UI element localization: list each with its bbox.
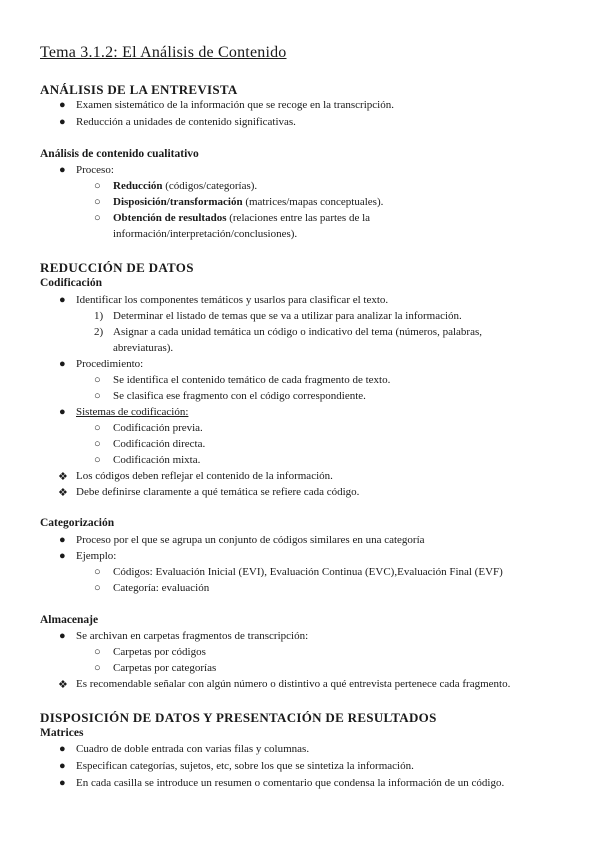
list-item: Sistemas de codificación: (76, 406, 189, 418)
list-item: Codificación mixta. (113, 454, 201, 466)
list-item: Códigos: Evaluación Inicial (EVI), Evaluación Continua (EVC),Evaluación Final (EVF) (113, 566, 503, 578)
circle-bullet-icon: ○ (94, 180, 101, 192)
circle-bullet-icon: ○ (94, 374, 101, 386)
diamond-bullet-icon: ❖ (58, 679, 68, 691)
list-item-continuation: información/interpretación/conclusiones). (113, 228, 298, 240)
circle-bullet-icon: ○ (94, 646, 101, 658)
note-item: Es recomendable señalar con algún número o distintivo a qué entrevista pertenece cada fragmento. (76, 678, 511, 690)
bullet-icon: ● (59, 358, 66, 370)
circle-bullet-icon: ○ (94, 196, 101, 208)
list-item: En cada casilla se introduce un resumen o comentario que condensa la información de un código. (76, 777, 505, 789)
numbered-item: Determinar el listado de temas que se va a utilizar para analizar la información. (113, 310, 462, 322)
bullet-icon: ● (59, 99, 66, 111)
bullet-icon: ● (59, 164, 66, 176)
bullet-icon: ● (59, 550, 66, 562)
list-item: Cuadro de doble entrada con varias filas y columnas. (76, 743, 310, 755)
subsection-heading-almacenaje: Almacenaje (40, 614, 99, 626)
section-heading-reduccion: REDUCCIÓN DE DATOS (40, 260, 194, 275)
list-item: Categoría: evaluación (113, 582, 210, 594)
list-item: Se archivan en carpetas fragmentos de transcripción: (76, 630, 309, 642)
circle-bullet-icon: ○ (94, 662, 101, 674)
list-item: Examen sistemático de la información que se recoge en la transcripción. (76, 99, 394, 111)
bullet-icon: ● (59, 743, 66, 755)
numbered-marker: 2) (94, 326, 104, 338)
bullet-icon: ● (59, 294, 66, 306)
bullet-icon: ● (59, 406, 66, 418)
section-heading-entrevista: ANÁLISIS DE LA ENTREVISTA (40, 82, 238, 97)
bullet-icon: ● (59, 534, 66, 546)
bullet-icon: ● (59, 777, 66, 789)
note-item: Debe definirse claramente a qué temática se refiere cada código. (76, 486, 360, 498)
list-item: Reducción (códigos/categorías). (113, 180, 258, 192)
circle-bullet-icon: ○ (94, 422, 101, 434)
subsection-heading-cualitativo: Análisis de contenido cualitativo (40, 148, 199, 160)
bullet-icon: ● (59, 116, 66, 128)
circle-bullet-icon: ○ (94, 566, 101, 578)
numbered-item: Asignar a cada unidad temática un código o indicativo del tema (números, palabras, (113, 326, 482, 338)
circle-bullet-icon: ○ (94, 212, 101, 224)
list-item: Identificar los componentes temáticos y usarlos para clasificar el texto. (76, 294, 389, 306)
list-item: Especifican categorías, sujetos, etc, sobre los que se sintetiza la información. (76, 760, 414, 772)
list-item: Carpetas por códigos (113, 646, 206, 658)
numbered-item-continuation: abreviaturas). (113, 342, 174, 354)
list-item: Proceso por el que se agrupa un conjunto de códigos similares en una categoría (76, 534, 425, 546)
list-item: Codificación previa. (113, 422, 203, 434)
circle-bullet-icon: ○ (94, 582, 101, 594)
bullet-icon: ● (59, 760, 66, 772)
list-item: Carpetas por categorías (113, 662, 217, 674)
page-title: Tema 3.1.2: El Análisis de Contenido (40, 44, 287, 61)
circle-bullet-icon: ○ (94, 454, 101, 466)
list-item: Reducción a unidades de contenido significativas. (76, 116, 296, 128)
diamond-bullet-icon: ❖ (58, 487, 68, 499)
section-heading-disposicion: DISPOSICIÓN DE DATOS Y PRESENTACIÓN DE RESULTADOS (40, 710, 437, 725)
bullet-icon: ● (59, 630, 66, 642)
numbered-marker: 1) (94, 310, 104, 322)
diamond-bullet-icon: ❖ (58, 471, 68, 483)
circle-bullet-icon: ○ (94, 438, 101, 450)
list-item: Se identifica el contenido temático de cada fragmento de texto. (113, 374, 391, 386)
list-item: Obtención de resultados (relaciones entre las partes de la (113, 212, 371, 224)
list-item: Proceso: (76, 164, 114, 176)
subsection-heading-codificacion: Codificación (40, 277, 102, 289)
list-item: Se clasifica ese fragmento con el código correspondiente. (113, 390, 366, 402)
list-item: Procedimiento: (76, 358, 144, 370)
list-item: Disposición/transformación (matrices/mapas conceptuales). (113, 196, 384, 208)
subsection-heading-categorizacion: Categorización (40, 517, 115, 529)
circle-bullet-icon: ○ (94, 390, 101, 402)
list-item: Codificación directa. (113, 438, 206, 450)
list-item: Ejemplo: (76, 550, 117, 562)
subsection-heading-matrices: Matrices (40, 727, 84, 739)
note-item: Los códigos deben reflejar el contenido de la información. (76, 470, 333, 482)
